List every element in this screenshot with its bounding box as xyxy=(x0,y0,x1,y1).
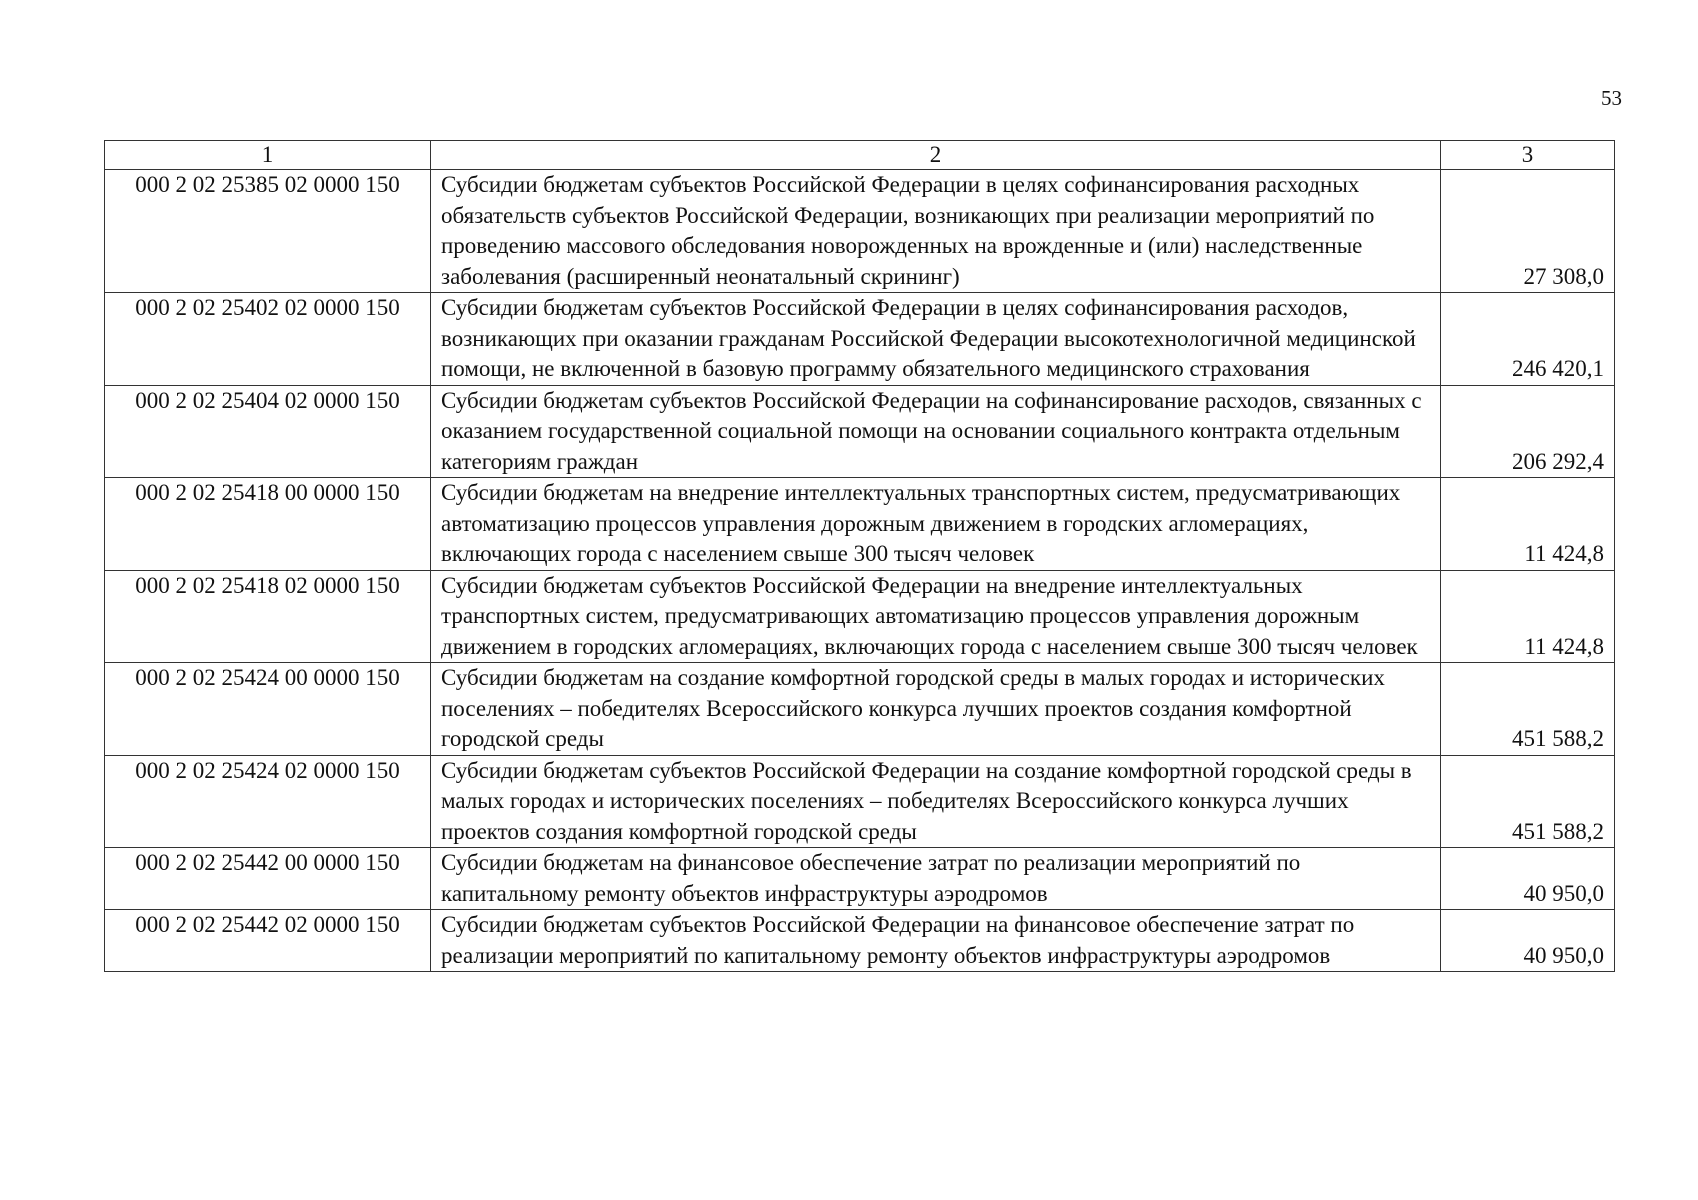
description-cell: Субсидии бюджетам субъектов Российской Федерации на софинансирование расходов, связанных с оказанием государственной социальной помощи на основании социального контракта отдельным категориям граждан xyxy=(431,385,1441,478)
table-row xyxy=(105,293,1615,386)
table-row xyxy=(105,478,1615,571)
column-header-description: 2 xyxy=(431,141,1441,170)
description-cell: Субсидии бюджетам субъектов Российской Федерации на внедрение интеллектуальных транспортных систем, предусматривающих автоматизацию процессов управления дорожным движением в городских агломерациях, включающих города с населением свыше 300 тысяч человек xyxy=(431,570,1441,663)
column-header-code: 1 xyxy=(105,141,431,170)
budget-code-cell: 000 2 02 25418 02 0000 150 xyxy=(105,570,431,663)
column-header-amount: 3 xyxy=(1441,141,1615,170)
budget-code-cell: 000 2 02 25442 02 0000 150 xyxy=(105,910,431,972)
amount-cell: 40 950,0 xyxy=(1441,848,1615,910)
amount-cell: 11 424,8 xyxy=(1441,478,1615,571)
budget-code-cell: 000 2 02 25404 02 0000 150 xyxy=(105,385,431,478)
budget-code-cell: 000 2 02 25418 00 0000 150 xyxy=(105,478,431,571)
budget-code-cell: 000 2 02 25424 00 0000 150 xyxy=(105,663,431,756)
amount-cell: 40 950,0 xyxy=(1441,910,1615,972)
amount-cell: 27 308,0 xyxy=(1441,170,1615,293)
table-row xyxy=(105,755,1615,848)
amount-cell: 11 424,8 xyxy=(1441,570,1615,663)
description-cell: Субсидии бюджетам на финансовое обеспечение затрат по реализации мероприятий по капитальному ремонту объектов инфраструктуры аэродромов xyxy=(431,848,1441,910)
table-header-row xyxy=(105,141,1615,170)
description-cell: Субсидии бюджетам субъектов Российской Федерации в целях софинансирования расходных обязательств субъектов Российской Федерации, возникающих при реализации мероприятий по проведению массового обследования новорожденных на врожденные и (или) наследственные заболевания (расширенный неонатальный скрининг) xyxy=(431,170,1441,293)
table-row xyxy=(105,910,1615,972)
budget-revenue-table xyxy=(104,140,1615,972)
description-cell: Субсидии бюджетам субъектов Российской Федерации на финансовое обеспечение затрат по реализации мероприятий по капитальному ремонту объектов инфраструктуры аэродромов xyxy=(431,910,1441,972)
table-row xyxy=(105,570,1615,663)
amount-cell: 451 588,2 xyxy=(1441,755,1615,848)
table-row xyxy=(105,848,1615,910)
budget-code-cell: 000 2 02 25442 00 0000 150 xyxy=(105,848,431,910)
table-row xyxy=(105,170,1615,293)
description-cell: Субсидии бюджетам на создание комфортной городской среды в малых городах и исторических поселениях – победителях Всероссийского конкурса лучших проектов создания комфортной городской среды xyxy=(431,663,1441,756)
amount-cell: 206 292,4 xyxy=(1441,385,1615,478)
table-row xyxy=(105,663,1615,756)
amount-cell: 451 588,2 xyxy=(1441,663,1615,756)
description-cell: Субсидии бюджетам на внедрение интеллектуальных транспортных систем, предусматривающих автоматизацию процессов управления дорожным движением в городских агломерациях, включающих города с населением свыше 300 тысяч человек xyxy=(431,478,1441,571)
description-cell: Субсидии бюджетам субъектов Российской Федерации в целях софинансирования расходов, возникающих при оказании гражданам Российской Федерации высокотехнологичной медицинской помощи, не включенной в базовую программу обязательного медицинского страхования xyxy=(431,293,1441,386)
description-cell: Субсидии бюджетам субъектов Российской Федерации на создание комфортной городской среды в малых городах и исторических поселениях – победителях Всероссийского конкурса лучших проектов создания комфортной городской среды xyxy=(431,755,1441,848)
table-row xyxy=(105,385,1615,478)
page-number: 53 xyxy=(1601,86,1622,110)
budget-code-cell: 000 2 02 25424 02 0000 150 xyxy=(105,755,431,848)
budget-code-cell: 000 2 02 25385 02 0000 150 xyxy=(105,170,431,293)
budget-code-cell: 000 2 02 25402 02 0000 150 xyxy=(105,293,431,386)
amount-cell: 246 420,1 xyxy=(1441,293,1615,386)
